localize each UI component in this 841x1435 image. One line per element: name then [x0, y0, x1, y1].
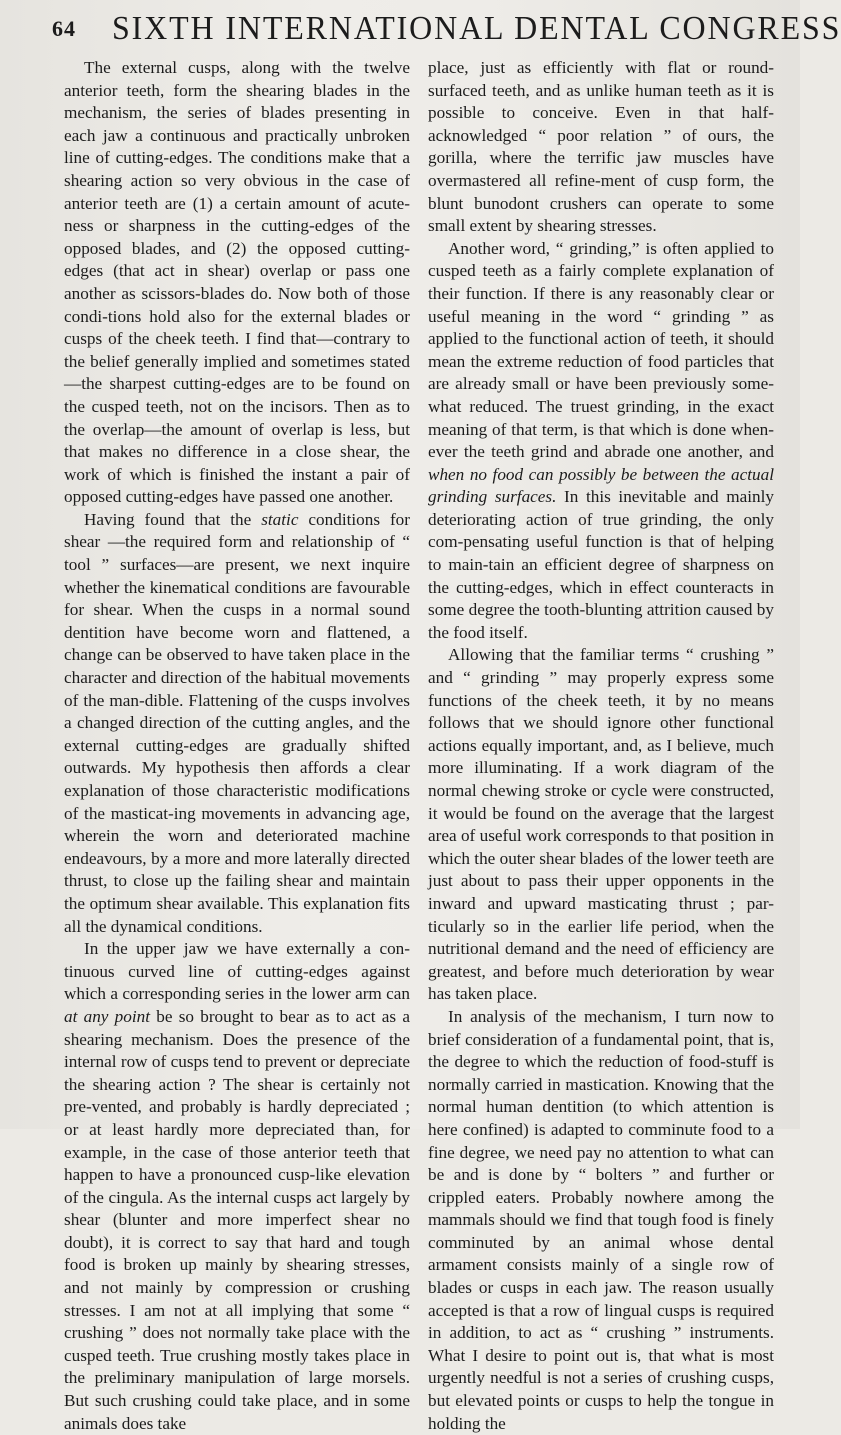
paragraph	[64, 509, 410, 938]
paragraph	[428, 238, 774, 645]
paragraph: The external cusps, along with the twelve anterior teeth, form the shearing blades in the mechanism, the series of blades presenting in each jaw a continuous and practically unbroken line of cutting-edges. The conditions make that a shearing action so very obvious in the case of anterior teeth are (1) a certain amount of acute-ness or sharpness in the cutting-edges of the opposed blades, and (2) the opposed cutting-edges (that act in shear) overlap or pass one another as scissors-blades do. Now both of those condi-tions hold also for the external blades or cusps of the cheek teeth. I find that—contrary to the belief generally implied and sometimes stated—the sharpest cutting-edges are to be found on the cusped teeth, not on the incisors. Then as to the overlap—the amount of overlap is less, but that makes no difference in a close shear, the work of which is finished the instant a pair of opposed cutting-edges have passed one another.	[64, 58, 410, 507]
paragraph	[64, 938, 410, 1435]
running-title: SIXTH INTERNATIONAL DENTAL CONGRESS	[112, 10, 841, 47]
text-run: conditions for shear —the required form and relationship of “ tool ” surfaces—are present, we next inquire whether the kinematical conditions are favourable for shear. When the cusps in a normal sound dentition have become worn and flattened, a change can be observed to have taken place in the character and direction of the habitual movements of the man-dible. Flattening of the cusps involves a changed direction of the cutting angles, and the external cutting-edges are gradually shifted outwards. My hypothesis then affords a clear explanation of those characteristic modifications of the masticat-ing movements in advancing age, wherein the worn and deteriorated machine endeavours, by a more and more laterally directed thrust, to close up the failing shear and maintain the optimum shear available. This explanation fits all the dynamical conditions.	[64, 509, 410, 936]
text-run: In this inevitable and mainly deteriorating action of true grinding, the only com-pensating useful function is that of helping to main-tain an efficient degree of sharpness on the cutting-edges, which in effect counteracts in some degree the tooth-blunting attrition caused by the food itself.	[428, 487, 774, 642]
text-columns	[64, 57, 774, 1433]
italic-text: static	[261, 509, 299, 529]
right-column	[428, 57, 774, 1433]
page-number: 64	[52, 16, 76, 41]
text-run: be so brought to bear as to act as a shearing mechanism. Does the presence of the internal row of cusps tend to prevent or depreciate the shearing action ? The shear is certainly not pre-vented, and probably is hardly depreciated ; or at least hardly more depreciated than, for example, in the case of those anterior teeth that happen to have a pronounced cusp-like elevation of the cingula. As the internal cusps act largely by shear (blunter and more imperfect shear no doubt), it is correct to say that hard and tough food is broken up mainly by shearing stresses, and not mainly by compression or crushing stresses. I am not at all implying that some “ crushing ” does not normally take place with the cusped teeth. True crushing mostly takes place in the preliminary manipulation of large morsels. But such crushing could take place, and in some animals does take	[64, 1006, 410, 1433]
italic-text: at any point	[64, 1006, 150, 1026]
paragraph: Allowing that the familiar terms “ crushing ” and “ grinding ” may properly express some functions of the cheek teeth, it by no means follows that we should ignore other functional actions equally important, and, as I believe, much more illuminating. If a work diagram of the normal chewing stroke or cycle were constructed, it would be found on the average that the largest area of useful work corresponds to that position in which the outer shear blades of the lower teeth are just about to pass their upper opponents in the inward and upward masticating thrust ; par-ticularly so in the earlier life period, when the nutritional demand and the need of efficiency are greatest, and before much deterioration by wear has taken place.	[428, 645, 774, 1004]
text-run: Having found that the	[84, 509, 262, 529]
left-column	[64, 57, 410, 1433]
page-header	[52, 10, 841, 50]
paragraph: place, just as efficiently with flat or round-surfaced teeth, and as unlike human teeth as it is possible to conceive. Even in that half-acknowledged “ poor relation ” of ours, the gorilla, where the terrific jaw muscles have overmastered all refine-ment of cusp form, the blunt bunodont crushers can operate to some small extent by shearing stresses.	[428, 58, 774, 236]
paragraph: In analysis of the mechanism, I turn now to brief consideration of a fundamental point, that is, the degree to which the reduction of food-stuff is normally carried in mastication. Knowing that the normal human dentition (to which attention is here confined) is adapted to comminute food to a fine degree, we need pay no attention to what can be and is done by “ bolters ” and further or crippled eaters. Probably nowhere among the mammals should we find that tough food is finely comminuted by an animal whose dental armament consists mainly of a single row of blades or cusps in each jaw. The reason usually accepted is that a row of lingual cusps is required in addition, to act as “ crushing ” instruments. What I desire to point out is, that what is most urgently needful is not a series of crushing cusps, but elevated points or cusps to help the tongue in holding the	[428, 1006, 774, 1433]
text-run: In the upper jaw we have externally a con-tinuous curved line of cutting-edges against which a corresponding series in the lower arm can	[64, 939, 410, 1004]
italic-text: when no food can possibly be between the actual grinding surfaces.	[428, 464, 774, 507]
text-run: Another word, “ grinding,” is often applied to cusped teeth as a fairly complete explanation of their function. If there is any reasonably clear or useful meaning in the word “ grinding ” as applied to the functional action of teeth, it should mean the extreme reduction of food particles that are already small or have been previously some-what reduced. The truest grinding, in the exact meaning of that term, is that which is done when-ever the teeth grind and abrade one another, and	[428, 238, 774, 462]
